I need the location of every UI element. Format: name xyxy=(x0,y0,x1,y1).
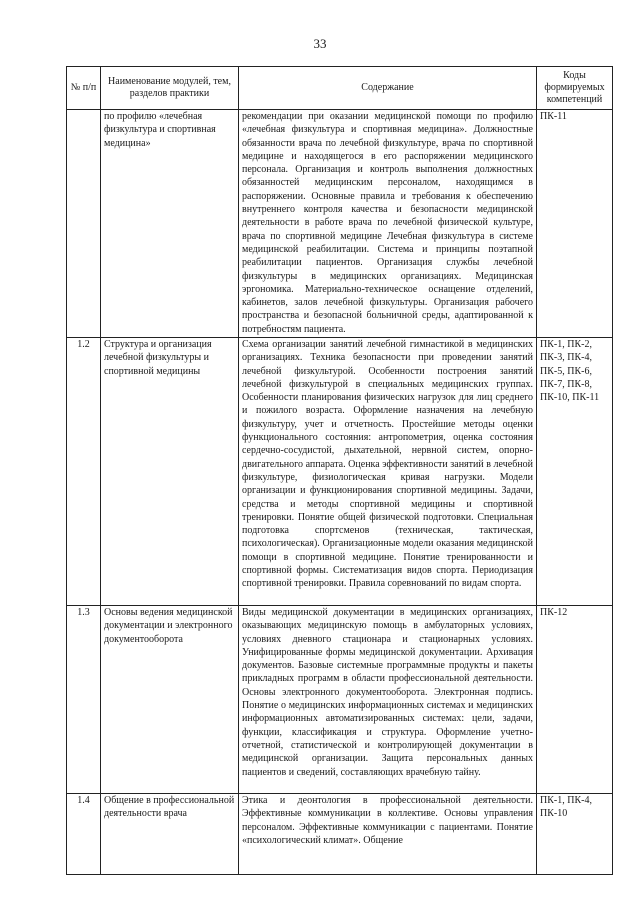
competency-codes: ПК-1, ПК-4, ПК-10 xyxy=(537,794,613,875)
row-number xyxy=(67,110,101,338)
header-content: Содержание xyxy=(239,67,537,110)
table-header-row xyxy=(67,67,613,110)
module-content: Схема организации занятий лечебной гимнастикой в медицинских организациях. Техника безопасности при проведении занятий лечебной физкультурой. Особенности построения занятий лечебной физкультурой в специальных медицинских группах. Особенности планирования физических нагрузок для лиц среднего и пожилого возраста. Оформление назначения на лечебную физкультуру, учет и отчетность. Простейшие методы оценки функционального состояния: антропометрия, оценка состояния сердечно-сосудистой, дыхательной, нервной систем, опорно-двигательного аппарата. Оценка эффективности занятий в лечебной физкультуре, физиологическая кривая нагрузки. Модели организации и функционирования спортивной медицины. Задачи, средства и методы спортивной медицины и спортивной тренировки. Понятие общей физической подготовки. Специальная подготовка спортсменов (техническая, тактическая, психологическая). Организационные модели оказания медицинской помощи в спортивной медицине. Понятие тренированности и спортивной формы. Систематизация видов спорта. Периодизация спортивной тренировки. Правила соревнований по видам спорта. xyxy=(239,338,537,606)
module-name: по профилю «лечебная физкультура и спортивная медицина» xyxy=(101,110,239,338)
competency-codes: ПК-12 xyxy=(537,606,613,794)
practice-modules-table xyxy=(66,66,613,875)
competency-codes: ПК-11 xyxy=(537,110,613,338)
header-module-name: Наименование модулей, тем, разделов практики xyxy=(101,67,239,110)
table-row xyxy=(67,110,613,338)
module-content: Этика и деонтология в профессиональной деятельности. Эффективные коммуникации в коллективе. Основы управления персоналом. Эффективные коммуникации с пациентами. Понятие «психологический климат». Общение xyxy=(239,794,537,875)
module-name: Структура и организация лечебной физкультуры и спортивной медицины xyxy=(101,338,239,606)
table-row xyxy=(67,338,613,606)
header-number: № п/п xyxy=(67,67,101,110)
module-content: Виды медицинской документации в медицинских организациях, оказывающих медицинскую помощь в амбулаторных условиях, условиях дневного стационара и стационарных условиях. Унифицированные формы медицинской документации. Архивация документов. Базовые системные программные продукты и пакеты прикладных программ в области профессиональной деятельности. Основы электронного документооборота. Электронная подпись. Понятие о медицинских информационных системах и медицинских информационных автоматизированных системах: цели, задачи, функции, классификация и структура. Оформление учетно-отчетной, статистической и контролирующей документации в медицинской организации. Защита персональных данных пациентов и сведений, составляющих врачебную тайну. xyxy=(239,606,537,794)
row-number: 1.2 xyxy=(67,338,101,606)
module-name: Общение в профессиональной деятельности врача xyxy=(101,794,239,875)
table-row xyxy=(67,606,613,794)
competency-codes: ПК-1, ПК-2, ПК-3, ПК-4, ПК-5, ПК-6, ПК-7, ПК-8, ПК-10, ПК-11 xyxy=(537,338,613,606)
row-number: 1.3 xyxy=(67,606,101,794)
module-content: рекомендации при оказании медицинской помощи по профилю «лечебная физкультура и спортивная медицина». Должностные обязанности врача по лечебной физкультуре, врача по спортивной медицине и находящегося в его распоряжении медицинского персонала. Организация и контроль выполнения должностных обязанностей медицинским персоналом, находящимся в распоряжении. Основные правила и требования к обеспечению внутреннего контроля качества и безопасности медицинской деятельности в работе врача по лечебной физической культуре, врача по спортивной медицине Лечебная физкультура в системе медицинской реабилитации. Система и принципы поэтапной реабилитации пациентов. Организация службы лечебной физкультуры в медицинских организациях. Медицинская эргономика. Материально-техническое оснащение отделений, кабинетов, залов лечебной физкультуры. Организация рабочего пространства и безопасной больничной среды, адаптированной к потребностям пациента. xyxy=(239,110,537,338)
header-competency-codes: Коды формируемых компетенций xyxy=(537,67,613,110)
page-number: 33 xyxy=(313,36,327,51)
module-name: Основы ведения медицинской документации и электронного документооборота xyxy=(101,606,239,794)
row-number: 1.4 xyxy=(67,794,101,875)
table-row xyxy=(67,794,613,875)
